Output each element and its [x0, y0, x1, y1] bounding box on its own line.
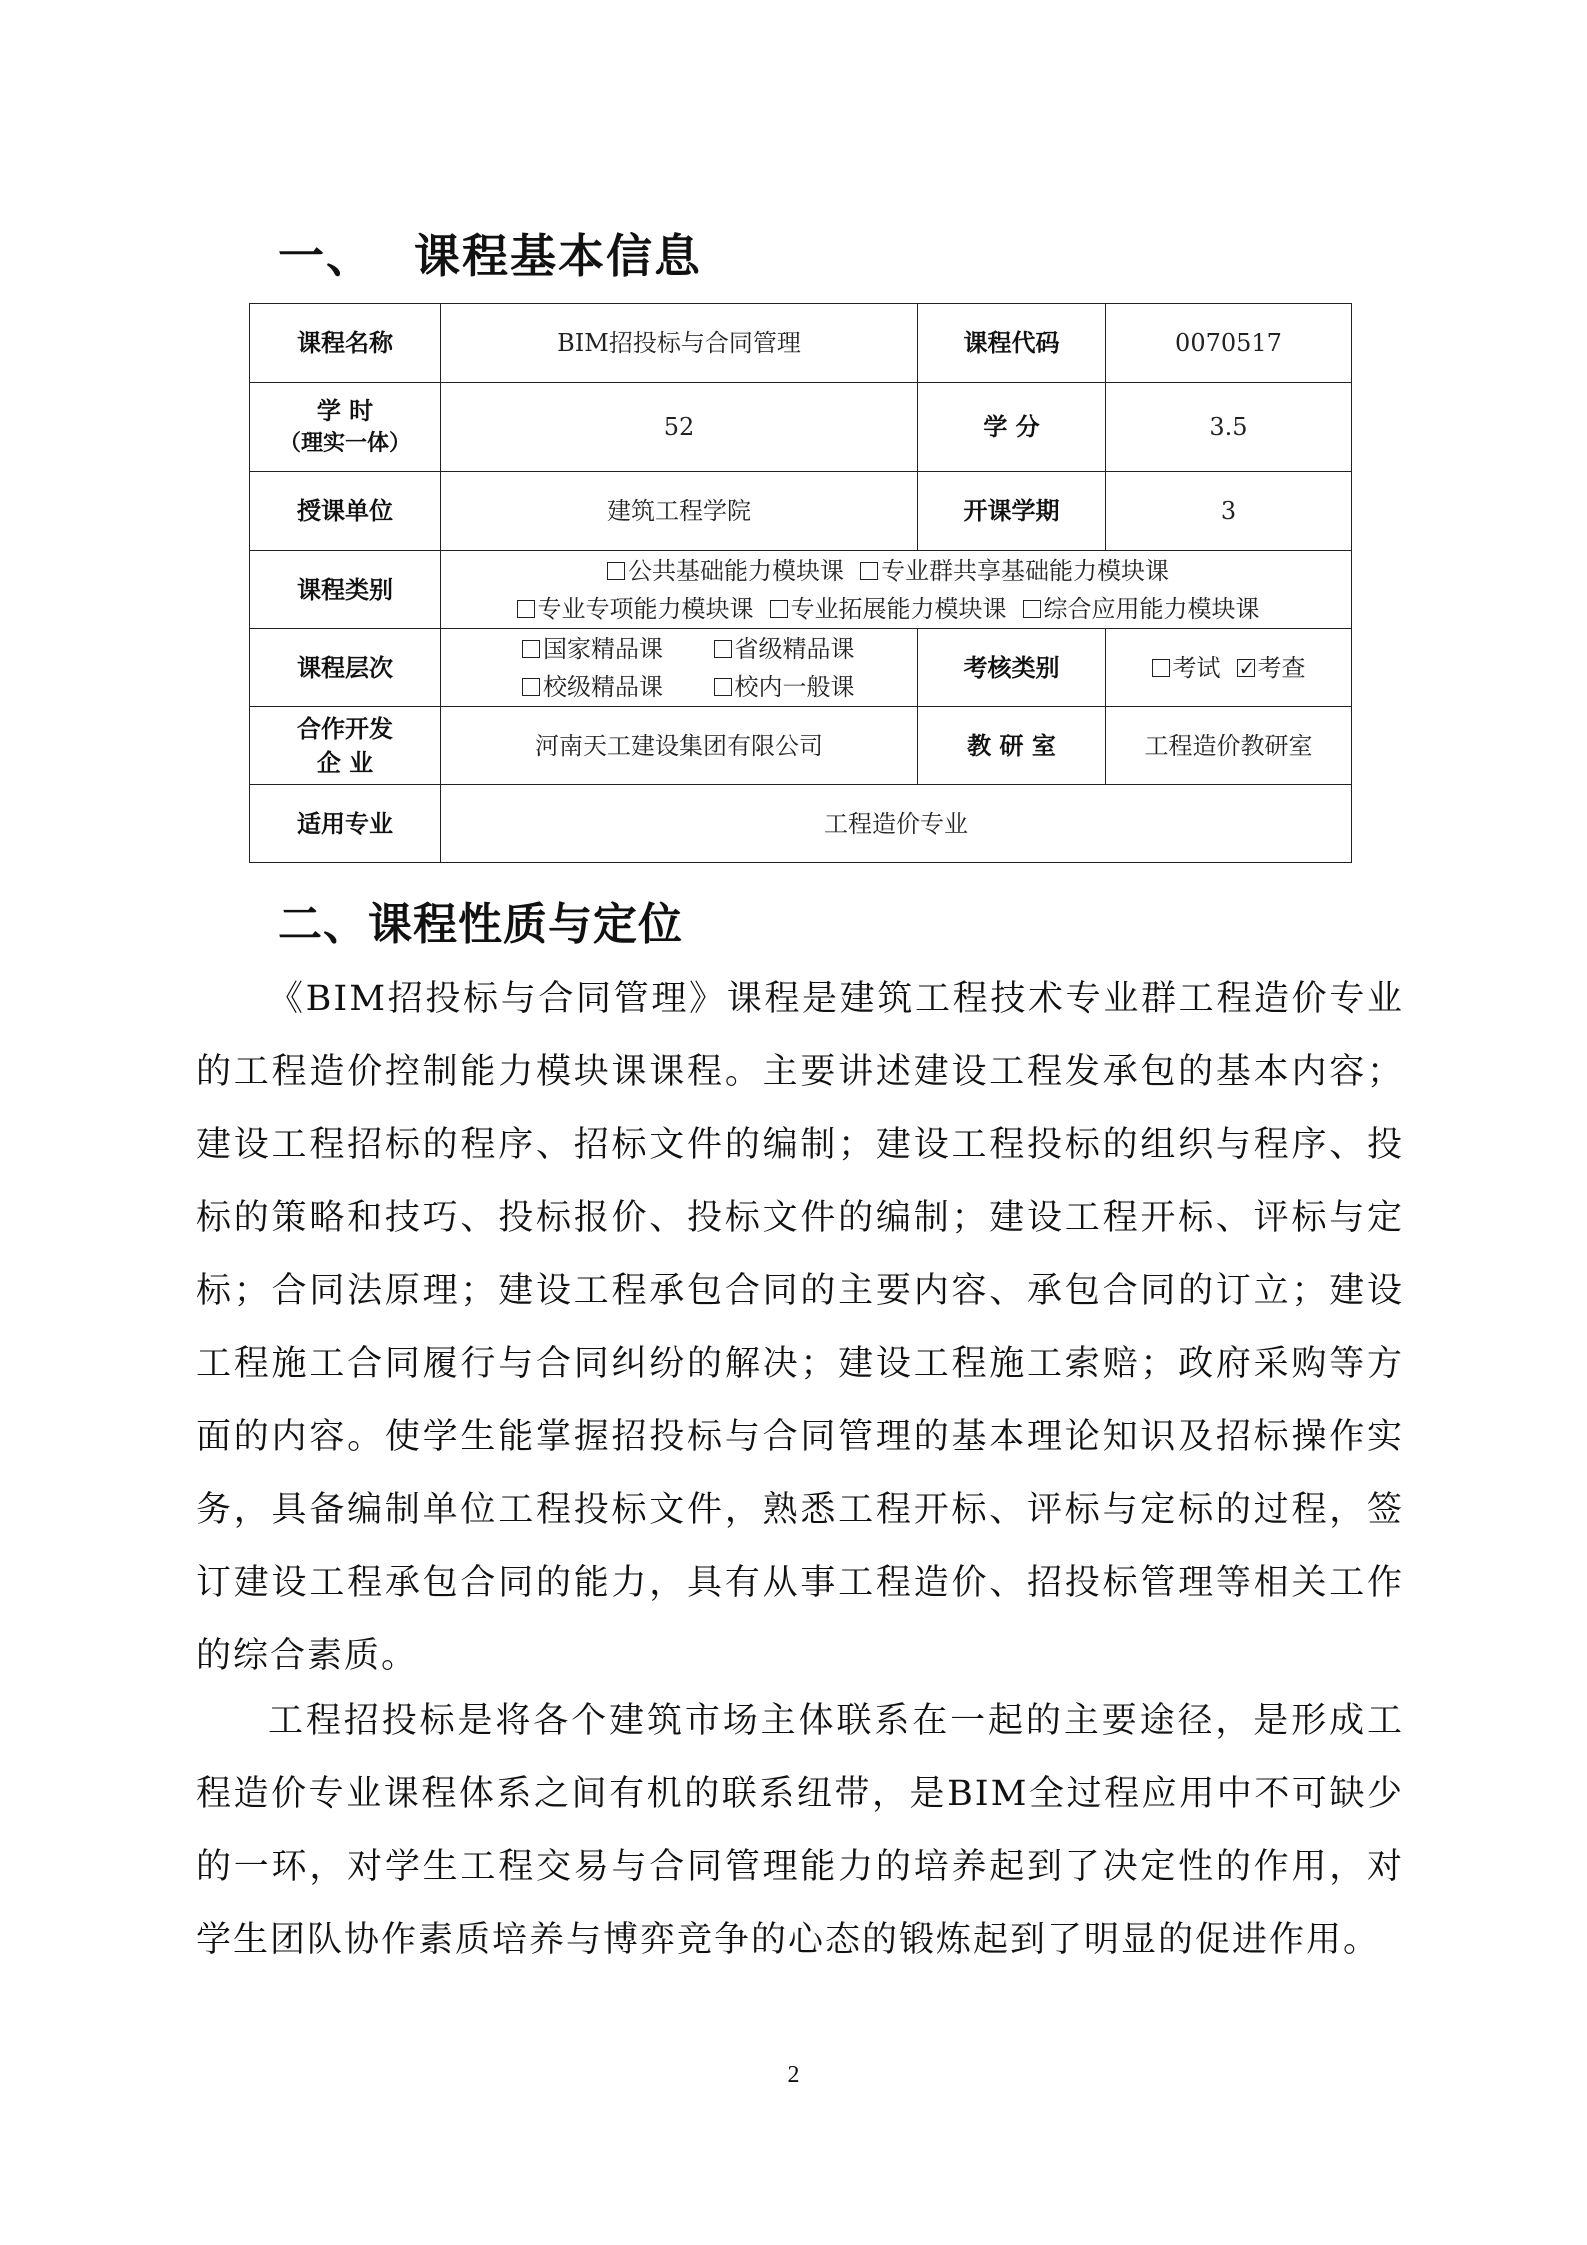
checkbox[interactable] [607, 562, 625, 580]
assess-options [1106, 629, 1352, 707]
checkbox[interactable] [1152, 659, 1170, 677]
category-label: 课程类别 [250, 551, 441, 629]
section-1-title: 课程基本信息 [414, 229, 702, 283]
course-code-label: 课程代码 [918, 304, 1106, 383]
course-code-value: 0070517 [1106, 304, 1352, 383]
course-info-table [249, 303, 1352, 863]
credit-value: 3.5 [1106, 383, 1352, 472]
hours-sub-label: （理实一体） [278, 431, 411, 456]
checkbox[interactable] [770, 600, 788, 618]
assess-label: 考核类别 [918, 629, 1106, 707]
table-row [250, 383, 1352, 472]
checked-checkbox[interactable] [1237, 659, 1255, 677]
checkbox[interactable] [522, 678, 540, 696]
coop-label-cell [250, 707, 441, 785]
coop-label-line1: 合作开发 [297, 714, 393, 743]
term-label: 开课学期 [918, 472, 1106, 551]
level-option[interactable]: 校内一般课 [714, 668, 855, 706]
coop-label-line2: 企 业 [316, 748, 374, 777]
paragraph-1: 《BIM招投标与合同管理》课程是建筑工程技术专业群工程造价专业的工程造价控制能力模块课课程。主要讲述建设工程发承包的基本内容；建设工程招标的程序、招标文件的编制；建设工程投标的组织与程序、投标的策略和技巧、投标报价、投标文件的编制；建设工程开标、评标与定标；合同法原理；建设工程承包合同的主要内容、承包合同的订立；建设工程施工合同履行与合同纠纷的解决；建设工程施工索赔；政府采购等方面的内容。使学生能掌握招投标与合同管理的基本理论知识及招标操作实务，具备编制单位工程投标文件，熟悉工程开标、评标与定标的过程，签订建设工程承包合同的能力，具有从事工程造价、招投标管理等相关工作的综合素质。 [196, 979, 1404, 1676]
paragraph-2: 工程招投标是将各个建筑市场主体联系在一起的主要途径，是形成工程造价专业课程体系之间有机的联系纽带，是BIM全过程应用中不可缺少的一环，对学生工程交易与合同管理能力的培养起到了决定性的作用，对学生团队协作素质培养与博弈竞争的心态的锻炼起到了明显的促进作用。 [196, 1701, 1404, 1960]
unit-value: 建筑工程学院 [441, 472, 918, 551]
level-option[interactable]: 校级精品课 [488, 668, 698, 706]
major-value: 工程造价专业 [441, 785, 1352, 863]
level-option[interactable]: 省级精品课 [714, 630, 855, 668]
checkbox[interactable] [860, 562, 878, 580]
table-row [250, 707, 1352, 785]
course-name-label: 课程名称 [250, 304, 441, 383]
table-row [250, 551, 1352, 629]
assess-option-exam[interactable]: 考试 [1152, 650, 1221, 686]
hours-label: 学 时 [316, 397, 374, 425]
section-1-number: 一、 [278, 229, 374, 283]
course-name-value: BIM招投标与合同管理 [441, 304, 918, 383]
assess-option-check[interactable]: ✓ 考查 [1237, 650, 1306, 686]
coop-value: 河南天工建设集团有限公司 [441, 707, 918, 785]
table-row [250, 304, 1352, 383]
category-option[interactable]: 专业拓展能力模块课 [770, 590, 1007, 628]
table-row [250, 472, 1352, 551]
category-options [441, 551, 1352, 629]
checkbox[interactable] [1023, 600, 1041, 618]
category-option[interactable]: 专业专项能力模块课 [517, 590, 754, 628]
table-row [250, 785, 1352, 863]
page-number: 2 [787, 2062, 800, 2088]
office-label: 教 研 室 [918, 707, 1106, 785]
section-1-heading [278, 220, 702, 286]
credit-label: 学 分 [918, 383, 1106, 472]
major-label: 适用专业 [250, 785, 441, 863]
checkbox[interactable] [714, 640, 732, 658]
office-value: 工程造价教研室 [1106, 707, 1352, 785]
level-option[interactable]: 国家精品课 [488, 630, 698, 668]
level-options [441, 629, 918, 707]
section-2-heading: 二、课程性质与定位 [278, 899, 683, 950]
hours-label-cell [250, 383, 441, 472]
hours-value: 52 [441, 383, 918, 472]
term-value: 3 [1106, 472, 1352, 551]
checkbox[interactable] [522, 640, 540, 658]
checkbox[interactable] [517, 600, 535, 618]
category-option[interactable]: 综合应用能力模块课 [1023, 590, 1260, 628]
category-option[interactable]: 公共基础能力模块课 [607, 552, 844, 590]
category-option[interactable]: 专业群共享基础能力模块课 [860, 552, 1169, 590]
level-label: 课程层次 [250, 629, 441, 707]
unit-label: 授课单位 [250, 472, 441, 551]
table-row [250, 629, 1352, 707]
checkbox[interactable] [714, 678, 732, 696]
